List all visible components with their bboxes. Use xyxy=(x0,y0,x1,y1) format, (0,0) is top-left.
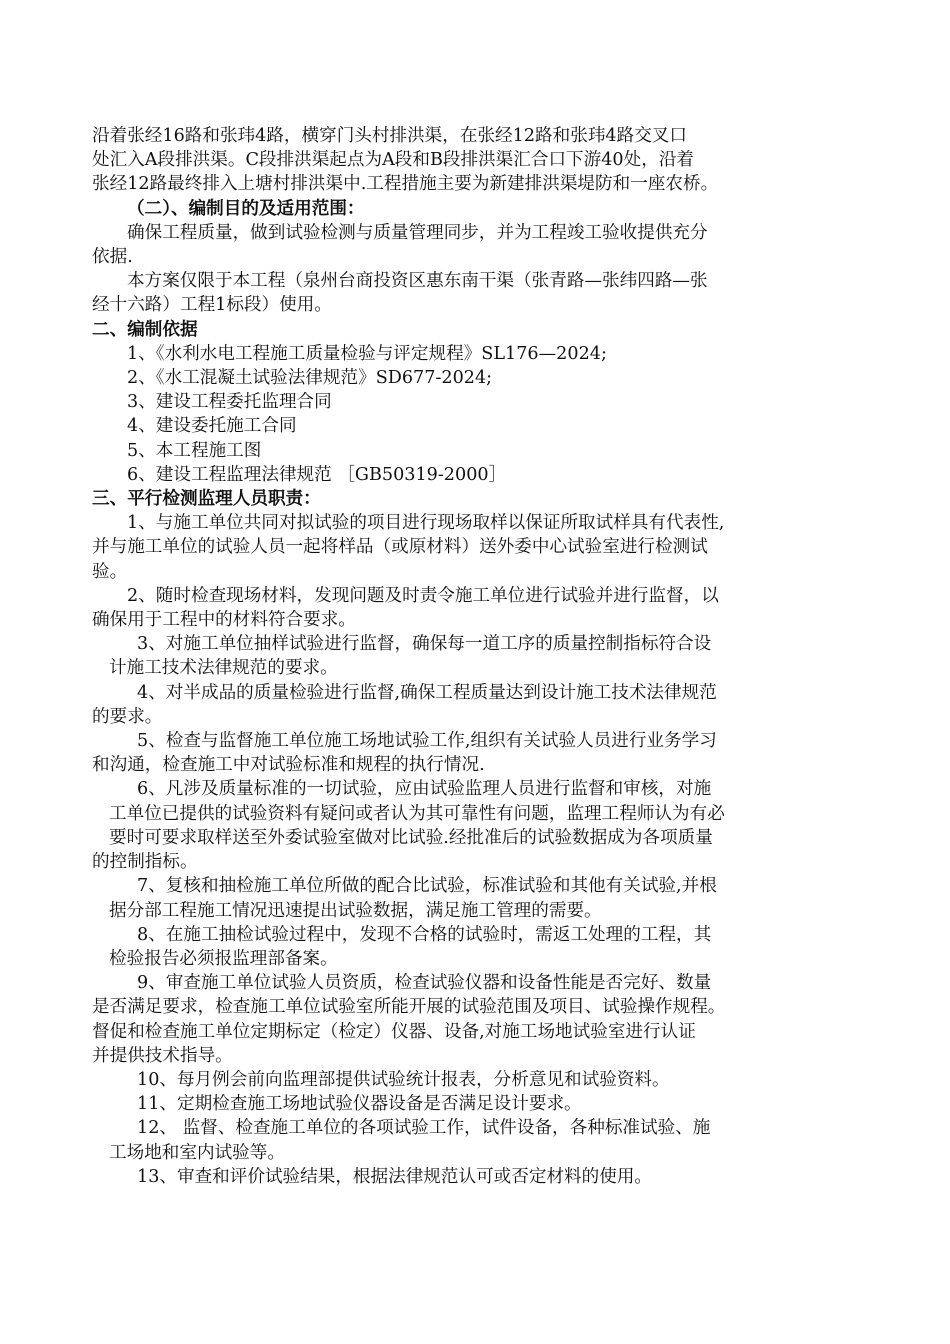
text-line: 检验报告必须报监理部备案。 xyxy=(109,948,338,969)
text-line: 6、凡涉及质量标准的一切试验，应由试验监理人员进行监督和审核，对施 xyxy=(137,779,712,800)
text-line: 据分部工程施工情况迅速提出试验数据，满足施工管理的需要。 xyxy=(109,900,602,921)
text-line: 督促和检查施工单位定期标定（检定）仪器、设备,对施工场地试验室进行认证 xyxy=(92,1021,696,1042)
text-line: 5、检查与监督施工单位施工场地试验工作,组织有关试验人员进行业务学习 xyxy=(137,731,717,752)
text-line: 经十六路）工程1标段）使用。 xyxy=(92,295,332,316)
text-line: 9、审查施工单位试验人员资质，检查试验仪器和设备性能是否完好、数量 xyxy=(137,973,712,994)
text-line: 张经12路最终排入上塘村排洪渠中.工程措施主要为新建排洪渠堤防和一座农桥。 xyxy=(92,174,719,195)
text-line: 3、建设工程委托监理合同 xyxy=(127,392,332,413)
text-line: 和沟通，检查施工中对试验标准和规程的执行情况. xyxy=(92,755,485,776)
text-line: 验。 xyxy=(92,561,128,582)
document-body xyxy=(92,124,892,1189)
text-line: 12、 监督、检查施工单位的各项试验工作，试件设备，各种标准试验、施 xyxy=(137,1118,711,1139)
text-line: 2、《水工混凝土试验法律规范》SD677-2024; xyxy=(127,368,493,389)
text-line: 4、对半成品的质量检验进行监督,确保工程质量达到设计施工技术法律规范 xyxy=(137,682,717,703)
text-line: 并与施工单位的试验人员一起将样品（或原材料）送外委中心试验室进行检测试 xyxy=(92,537,708,558)
text-line: 1、与施工单位共同对拟试验的项目进行现场取样以保证所取试样具有代表性, xyxy=(127,513,725,534)
text-line: 并提供技术指导。 xyxy=(92,1045,233,1066)
text-line: 工单位已提供的试验资料有疑问或者认为其可靠性有问题，监理工程师认为有必 xyxy=(109,803,725,824)
section-heading: 三、平行检测监理人员职责： xyxy=(92,488,321,510)
text-line: 2、随时检查现场材料，发现问题及时责令施工单位进行试验并进行监督，以 xyxy=(127,585,719,606)
text-line: 确保工程质量，做到试验检测与质量管理同步，并为工程竣工验收提供充分 xyxy=(127,222,708,243)
text-line: 处汇入A段排洪渠。C段排洪渠起点为A段和B段排洪渠汇合口下游40处，沿着 xyxy=(92,150,695,171)
text-line: 13、审查和评价试验结果，根据法律规范认可或否定材料的使用。 xyxy=(137,1166,653,1187)
text-line: 10、每月例会前向监理部提供试验统计报表，分析意见和试验资料。 xyxy=(137,1069,670,1090)
text-line: 1、《水利水电工程施工质量检验与评定规程》SL176—2024; xyxy=(127,343,607,364)
text-line: 依据. xyxy=(92,247,133,268)
text-line: 是否满足要求，检查施工单位试验室所能开展的试验范围及项目、试验操作规程。 xyxy=(92,997,726,1018)
text-line: 6、建设工程监理法律规范 ［GB50319-2000］ xyxy=(127,464,507,485)
text-line: 的要求。 xyxy=(92,706,163,727)
text-line: 7、复核和抽检施工单位所做的配合比试验，标准试验和其他有关试验,并根 xyxy=(137,876,717,897)
text-line: 4、建设委托施工合同 xyxy=(127,416,297,437)
text-line: 计施工技术法律规范的要求。 xyxy=(109,658,338,679)
text-line: 要时可要求取样送至外委试验室做对比试验.经批准后的试验数据成为各项质量 xyxy=(109,827,713,848)
text-line: 沿着张经16路和张玮4路，横穿门头村排洪渠，在张经12路和张玮4路交叉口 xyxy=(92,126,687,146)
text-line: 确保用于工程中的材料符合要求。 xyxy=(92,610,356,631)
text-line: 11、定期检查施工场地试验仪器设备是否满足设计要求。 xyxy=(137,1094,582,1115)
text-line: 3、对施工单位抽样试验进行监督，确保每一道工序的质量控制指标符合设 xyxy=(137,634,712,655)
text-line: 8、在施工抽检试验过程中，发现不合格的试验时，需返工处理的工程，其 xyxy=(137,924,712,945)
text-line: 的控制指标。 xyxy=(92,852,198,873)
text-line: 工场地和室内试验等。 xyxy=(109,1142,285,1163)
text-line: 本方案仅限于本工程（泉州台商投资区惠东南干渠（张青路—张纬四路—张 xyxy=(127,271,708,292)
section-heading: （二）、编制目的及适用范围： xyxy=(127,197,365,219)
text-line: 5、本工程施工图 xyxy=(127,440,262,461)
section-heading: 二、编制依据 xyxy=(92,318,198,340)
